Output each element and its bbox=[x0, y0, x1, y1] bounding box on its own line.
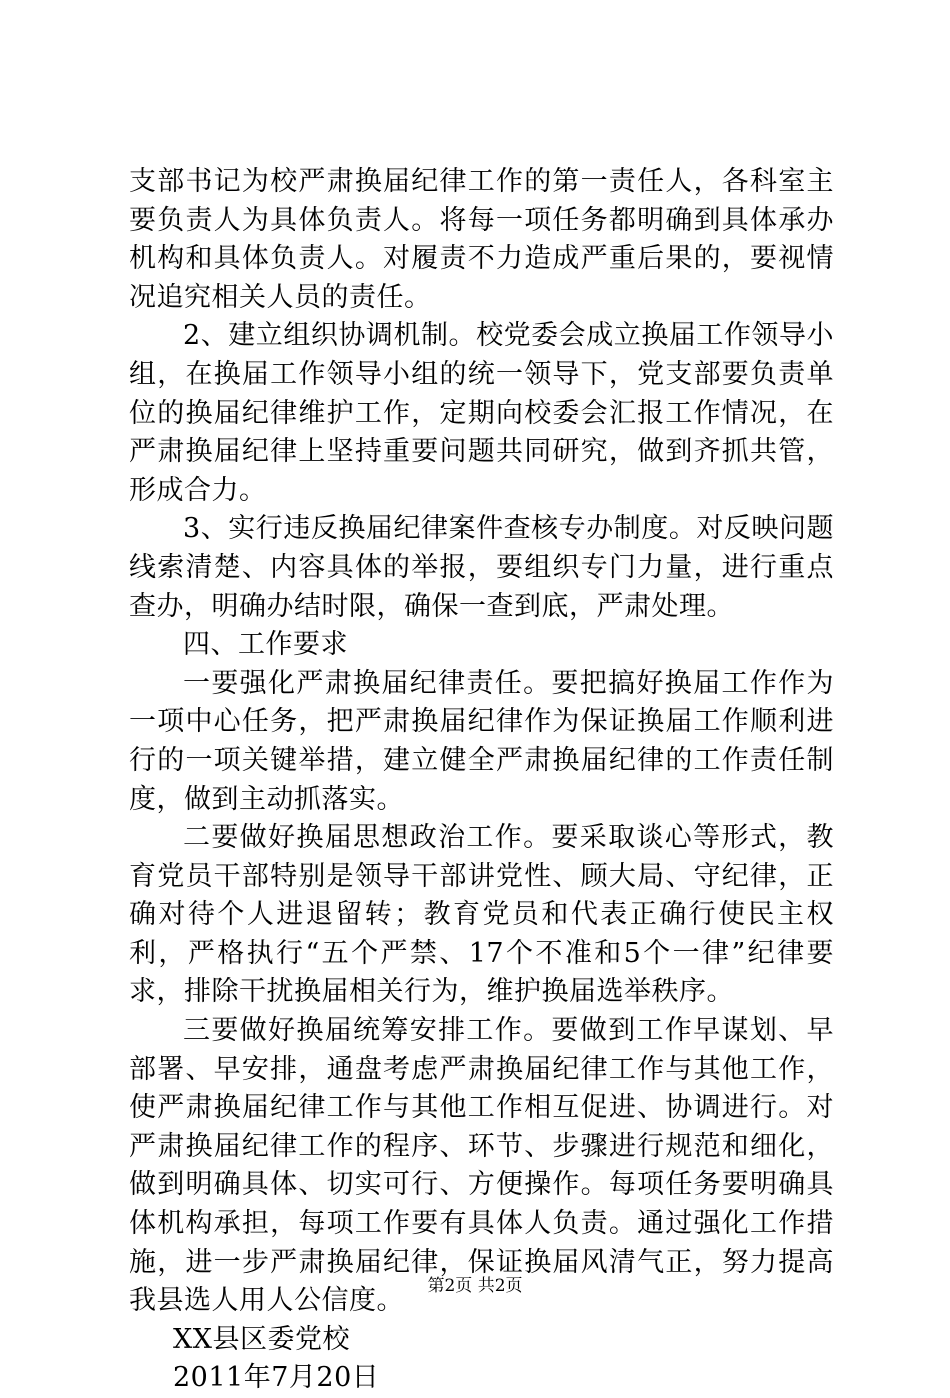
paragraph-requirement-one: 一要强化严肃换届纪律责任。要把搞好换届工作作为一项中心任务，把严肃换届纪律作为保证换届工作顺利进行的一项关键举措，建立健全严肃换届纪律的工作责任制度，做到主动抓落实。 bbox=[129, 667, 834, 815]
section-heading-work-requirements: 四、工作要求 bbox=[183, 629, 348, 661]
paragraph-coordination-mechanism: 2、建立组织协调机制。校党委会成立换届工作领导小组，在换届工作领导小组的统一领导下，党支部要负责单位的换届纪律维护工作，定期向校委会汇报工作情况，在严肃换届纪律上坚持重要问题共同研究，做到齐抓共管，形成合力。 bbox=[129, 320, 834, 506]
document-body bbox=[129, 163, 834, 1398]
paragraph-requirement-two: 二要做好换届思想政治工作。要采取谈心等形式，教育党员干部特别是领导干部讲党性、顾大局、守纪律，正确对待个人进退留转；教育党员和代表正确行使民主权利，严格执行“五个严禁、17个不准和5个一律”纪律要求，排除干扰换届相关行为，维护换届选举秩序。 bbox=[129, 822, 834, 1008]
signature-date: 2011年7月20日 bbox=[173, 1362, 380, 1394]
paragraph-case-handling: 3、实行违反换届纪律案件查核专办制度。对反映问题线索清楚、内容具体的举报，要组织专门力量，进行重点查办，明确办结时限，确保一查到底，严肃处理。 bbox=[129, 513, 834, 622]
page-number-footer: 第2页 共2页 bbox=[427, 1276, 523, 1296]
signature-organization: XX县区委党校 bbox=[173, 1323, 350, 1355]
paragraph-continuation: 支部书记为校严肃换届纪律工作的第一责任人，各科室主要负责人为具体负责人。将每一项任务都明确到具体承办机构和具体负责人。对履责不力造成严重后果的，要视情况追究相关人员的责任。 bbox=[129, 166, 834, 313]
paragraph-requirement-three: 三要做好换届统筹安排工作。要做到工作早谋划、早部署、早安排，通盘考虑严肃换届纪律工作与其他工作，使严肃换届纪律工作与其他工作相互促进、协调进行。对严肃换届纪律工作的程序、环节、步骤进行规范和细化，做到明确具体、切实可行、方便操作。每项任务要明确具体机构承担，每项工作要有具体人负责。通过强化工作措施，进一步严肃换届纪律，保证换届风清气正，努力提高我县选人用人公信度。 bbox=[129, 1015, 834, 1317]
